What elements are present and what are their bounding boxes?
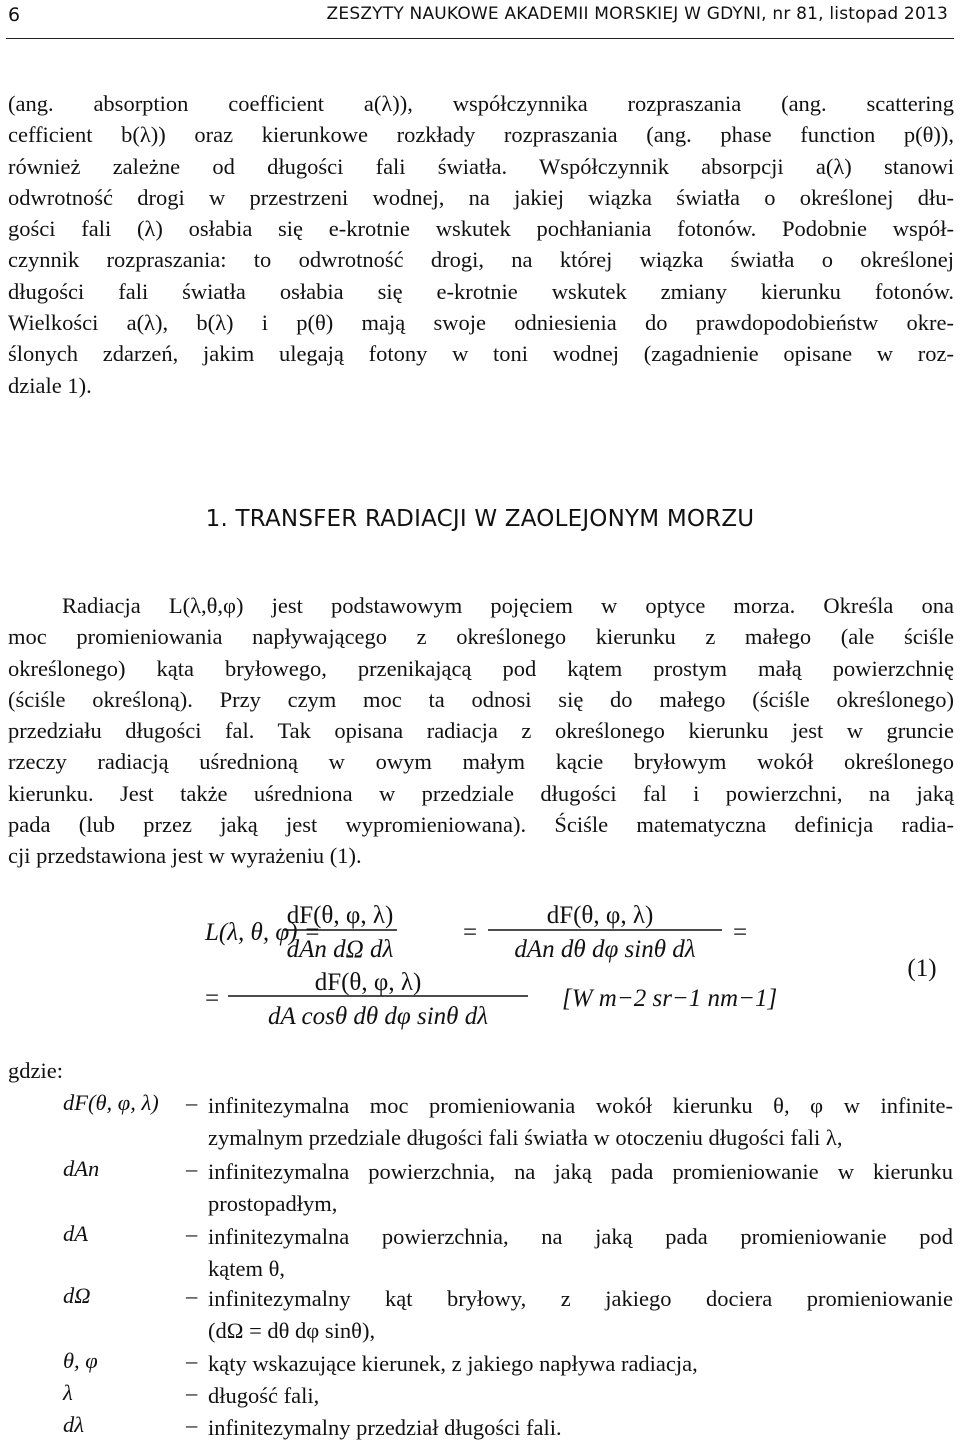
intro-line: Wielkości a(λ), b(λ) i p(θ) mają swoje odniesienia do prawdopodobieństw okre- (8, 310, 954, 336)
section-line: określonego) kąta bryłowego, przenikającą pod kątem prostym małą powierzchnię (8, 655, 954, 681)
intro-line: czynnik rozpraszania: to odwrotność drogi, na której wiązka światła o określonej (8, 247, 954, 273)
section-line: pada (lub przez jaką jest wypromieniowana). Ściśle matematyczna definicja radia- (8, 812, 954, 838)
equation-denominator: dAn dΩ dλ (286, 936, 394, 963)
section-line: przedziału długości fal. Tak opisana radiacja z określonego kierunku jest w gruncie (8, 718, 954, 744)
equals-sign: = (204, 985, 220, 1012)
def-text: infinitezymalna moc promieniowania wokół kierunku θ, φ w infinite- zymalnym przedziale długości fali światła w otoczeniu długości fali λ, (208, 1093, 953, 1150)
section-line: Radiacja L(λ,θ,φ) jest podstawowym pojęciem w optyce morza. Określa ona (62, 593, 954, 618)
def-term: dλ (63, 1412, 84, 1437)
intro-line: (ang. absorption coefficient a(λ)), współczynnika rozpraszania (ang. scattering (8, 91, 954, 116)
equation-1 (0, 890, 960, 1040)
def-term: dAn (63, 1156, 100, 1181)
equation-numerator: dF(θ, φ, λ) (314, 969, 422, 996)
def-term: λ (63, 1380, 73, 1405)
intro-line: dziale 1). (8, 372, 92, 398)
def-dash: – (186, 1156, 198, 1181)
journal-header: ZESZYTY NAUKOWE AKADEMII MORSKIEJ W GDYNI, nr 81, listopad 2013 (326, 4, 948, 24)
equation-denominator: dAn dθ dφ sinθ dλ (514, 936, 696, 963)
def-dash: – (186, 1090, 198, 1115)
def-text: infinitezymalna powierzchnia, na jaką pada promieniowanie w kierunku prostopadłym, (208, 1159, 953, 1216)
def-term: dA (63, 1221, 88, 1246)
def-dash: – (186, 1221, 198, 1246)
intro-line: ślonych zdarzeń, jakim ulegają fotony w toni wodnej (zagadnienie opisane w roz- (8, 341, 954, 367)
section-line: rzeczy radiacją uśrednioną w owym małym kącie bryłowym wokół określonego (8, 749, 954, 775)
section-line: (ściśle określoną). Przy czym moc ta odnosi się do małego (ściśle określonego) (8, 686, 954, 712)
def-text: długość fali, (208, 1383, 320, 1408)
equals-sign: = (462, 919, 478, 946)
section-title: 1. TRANSFER RADIACJI W ZAOLEJONYM MORZU (205, 506, 755, 532)
section-paragraph (8, 590, 954, 872)
section-line: kierunku. Jest także uśredniona w przedziale długości fal i powierzchni, na jaką (8, 780, 954, 806)
def-text: infinitezymalny kąt bryłowy, z jakiego dociera promieniowanie (dΩ = dθ dφ sinθ), (208, 1286, 953, 1343)
def-text: infinitezymalny przedział długości fali. (208, 1415, 562, 1440)
def-term: dΩ (63, 1283, 91, 1308)
intro-line: cefficient b(λ)) oraz kierunkowe rozkłady rozpraszania (ang. phase function p(θ)), (8, 122, 954, 148)
def-term: dF(θ, φ, λ) (63, 1090, 159, 1115)
header-rule (6, 38, 954, 39)
equation-number: (1) (907, 955, 937, 982)
equation-numerator: dF(θ, φ, λ) (546, 902, 654, 929)
intro-paragraph (8, 88, 954, 401)
where-label: gdzie: (8, 1058, 63, 1083)
intro-line: gości fali (λ) osłabia się e-krotnie wskutek pochłaniania fotonów. Podobnie współ- (8, 216, 954, 242)
page-number: 6 (8, 4, 21, 26)
intro-line: odwrotność drogi w przestrzeni wodnej, na jakiej wiązka światła o określonej dłu- (8, 184, 954, 210)
def-term: θ, φ (63, 1348, 98, 1373)
equation-lhs: L(λ, θ, φ) = (205, 919, 321, 946)
intro-line: długości fali światła osłabia się e-krotnie wskutek zmiany kierunku fotonów. (8, 278, 954, 304)
def-dash: – (186, 1380, 198, 1405)
definitions-list (8, 1090, 954, 1445)
section-line: cji przedstawiona jest w wyrażeniu (1). (8, 843, 362, 869)
def-text: kąty wskazujące kierunek, z jakiego napływa radiacja, (208, 1351, 698, 1376)
def-text: infinitezymalna powierzchnia, na jaką pada promieniowanie pod kątem θ, (208, 1224, 953, 1281)
section-line: moc promieniowania napływającego z określonego kierunku z małego (ale ściśle (8, 624, 954, 650)
def-dash: – (186, 1283, 198, 1308)
intro-line: również zależne od długości fali światła. Współczynnik absorpcji a(λ) stanowi (8, 153, 954, 179)
def-dash: – (186, 1412, 198, 1437)
equation-units: [W m−2 sr−1 nm−1] (562, 985, 778, 1012)
equals-sign: = (732, 919, 748, 946)
equation-denominator: dA cosθ dθ dφ sinθ dλ (267, 1003, 489, 1030)
def-dash: – (186, 1348, 198, 1373)
equation-numerator: dF(θ, φ, λ) (286, 902, 394, 929)
